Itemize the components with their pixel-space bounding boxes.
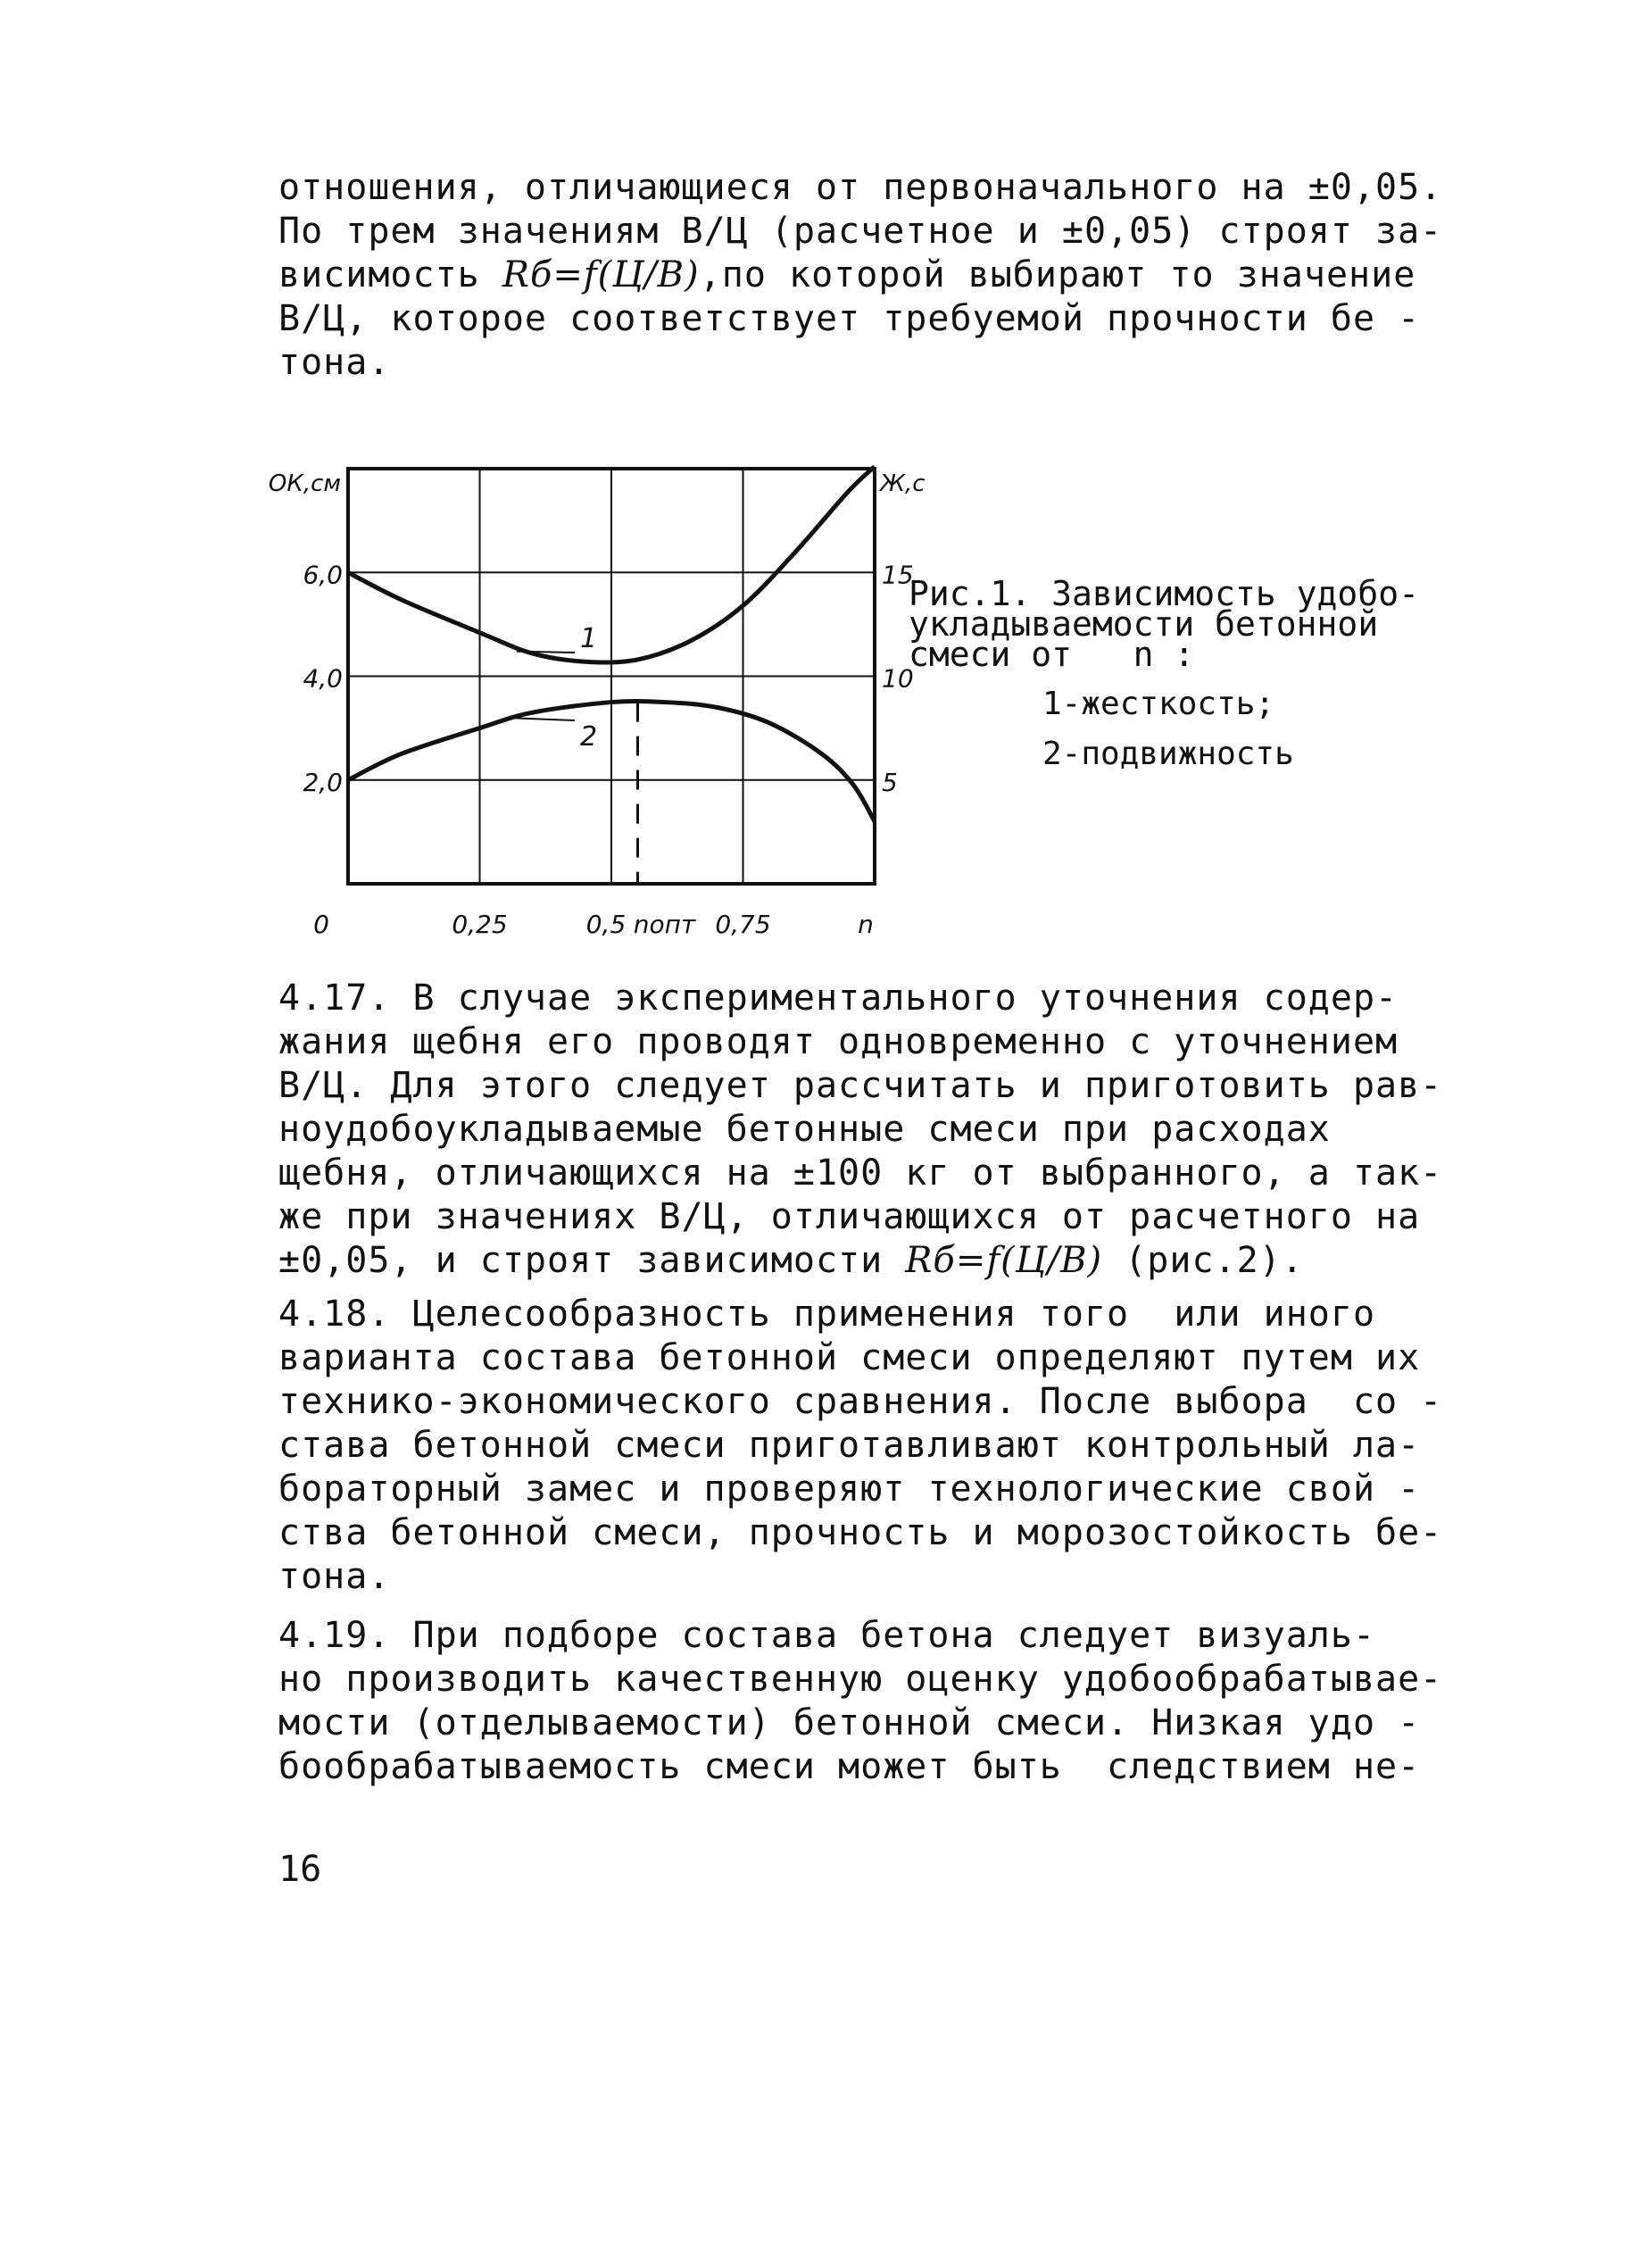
x-tick-label: 0,25 xyxy=(452,910,508,939)
paragraph-4-18 xyxy=(278,1293,1457,1599)
caption-title-line: Рис.1. Зависимость удобо- xyxy=(909,574,1419,613)
paragraph-4-19 xyxy=(278,1614,1457,1789)
text-line: По трем значениям В/Ц (расчетное и ±0,05) строят за- xyxy=(278,211,1443,252)
text-line: бораторный замес и проверяют технологические свой - xyxy=(278,1468,1421,1510)
text-line: отношения, отличающиеся от первоначального на ±0,05. xyxy=(278,167,1443,208)
strength-formula: Rб=f(Ц/В) xyxy=(502,254,700,295)
x-tick-label: 0 xyxy=(313,910,329,939)
text-line xyxy=(278,254,1457,297)
text-line: В/Ц. Для этого следует рассчитать и приготовить рав- xyxy=(278,1065,1443,1106)
text-fragment: висимость xyxy=(278,254,502,295)
caption-item-stiffness: 1-жесткость; xyxy=(1042,686,1275,722)
y-left-axis-label: ОК,см xyxy=(268,470,341,497)
text-line: щебня, отличающихся на ±100 кг от выбранного, а так- xyxy=(278,1152,1443,1194)
x-tick-label: n xyxy=(858,910,874,939)
intro-paragraph xyxy=(278,166,1457,385)
curve-label-leader xyxy=(506,718,575,720)
figure-caption xyxy=(909,574,1480,772)
caption-item-mobility: 2-подвижность xyxy=(1042,736,1294,772)
curve-label-leader xyxy=(517,652,575,653)
text-line: ноудобоукладываемые бетонные смеси при расходах xyxy=(278,1109,1331,1150)
text-line: тона. xyxy=(278,342,391,383)
text-line: варианта состава бетонной смеси определяют путем их xyxy=(278,1337,1421,1378)
text-line: тона. xyxy=(278,1556,391,1597)
y-left-tick-label: 6,0 xyxy=(303,560,343,590)
caption-title-line: смеси от n : xyxy=(909,635,1195,674)
paragraph-4-17 xyxy=(278,977,1457,1283)
text-line: но производить качественную оценку удобообрабатывае- xyxy=(278,1659,1443,1700)
text-line: технико-экономического сравнения. После выбора со - xyxy=(278,1381,1443,1422)
text-line: бообрабатываемость смеси может быть следствием не- xyxy=(278,1746,1421,1787)
y-right-tick-label: 5 xyxy=(882,767,898,797)
text-line: жания щебня его проводят одновременно с уточнением xyxy=(278,1021,1399,1062)
text-fragment: ±0,05, и строят зависимости xyxy=(278,1240,906,1281)
x-tick-label: nопт xyxy=(633,910,696,939)
y-right-tick-label: 10 xyxy=(882,663,914,694)
y-left-tick-label: 4,0 xyxy=(303,663,343,694)
text-line: ства бетонной смеси, прочность и морозостойкость бе- xyxy=(278,1512,1443,1553)
text-line: 4.17. В случае экспериментального уточнения содер- xyxy=(278,978,1399,1019)
curve-label-1: 1 xyxy=(580,623,598,654)
x-tick-label: 0,5 xyxy=(585,910,627,939)
figure-1-chart xyxy=(259,460,973,942)
text-line: става бетонной смеси приготавливают контрольный ла- xyxy=(278,1425,1421,1466)
curve-label-2: 2 xyxy=(580,721,598,753)
caption-title-line: укладываемости бетонной xyxy=(909,604,1379,644)
y-right-axis-label: Ж,с xyxy=(880,470,926,497)
x-tick-label: 0,75 xyxy=(715,910,771,939)
text-line: же при значениях В/Ц, отличающихся от расчетного на xyxy=(278,1196,1421,1237)
text-line: В/Ц, которое соответствует требуемой прочности бе - xyxy=(278,298,1421,339)
y-left-tick-label: 2,0 xyxy=(303,767,343,797)
strength-formula: Rб=f(Ц/В) xyxy=(905,1240,1103,1281)
page-number: 16 xyxy=(278,1849,322,1890)
text-fragment: ,по которой выбирают то значение xyxy=(699,254,1416,295)
text-line: мости (отделываемости) бетонной смеси. Низкая удо - xyxy=(278,1702,1421,1743)
text-line: 4.19. При подборе состава бетона следует визуаль- xyxy=(278,1615,1376,1656)
text-line: 4.18. Целесообразность применения того или иного xyxy=(278,1294,1376,1335)
text-line xyxy=(278,1239,1457,1283)
text-fragment: (рис.2). xyxy=(1102,1240,1304,1281)
y-right-tick-label: 15 xyxy=(882,560,914,590)
chart-grid xyxy=(348,469,875,884)
